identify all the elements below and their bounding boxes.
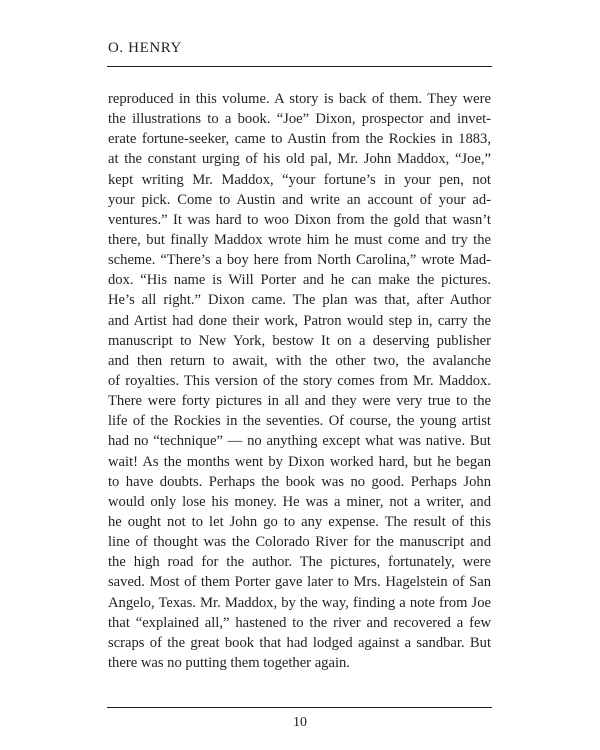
header-rule bbox=[107, 66, 492, 67]
text-line: and Artist had done their work, Patron would step in, carry the bbox=[108, 312, 491, 329]
text-line: kept writing Mr. Maddox, “your fortune’s in your pen, not bbox=[108, 171, 491, 188]
text-line: Angelo, Texas. Mr. Maddox, by the way, finding a note from Joe bbox=[108, 594, 491, 611]
text-line: reproduced in this volume. A story is back of them. They were bbox=[108, 91, 491, 107]
text-line: ventures.” It was hard to woo Dixon from the gold that wasn’t bbox=[108, 211, 491, 228]
text-line: and then return to await, with the other two, the avalanche bbox=[108, 352, 491, 369]
text-line: life of the Rockies in the seventies. Of course, the young artist bbox=[108, 413, 491, 430]
body-text bbox=[108, 89, 491, 673]
text-line: line of thought was the Colorado River for the manuscript and bbox=[108, 534, 491, 551]
text-line: scheme. “There’s a boy here from North Carolina,” wrote Mad- bbox=[108, 252, 491, 269]
text-line: the high road for the author. The pictures, fortunately, were bbox=[108, 554, 491, 571]
text-line: scraps of the great book that had lodged against a sandbar. But bbox=[108, 634, 491, 651]
text-line: wait! As the months went by Dixon worked hard, but he began bbox=[108, 453, 491, 470]
text-line: of royalties. This version of the story comes from Mr. Maddox. bbox=[108, 372, 491, 389]
footer-rule bbox=[107, 707, 492, 708]
text-line: saved. Most of them Porter gave later to Mrs. Hagelstein of San bbox=[108, 574, 491, 591]
text-line: erate fortune-seeker, came to Austin from the Rockies in 1883, bbox=[108, 131, 491, 148]
text-line: at the constant urging of his old pal, Mr. John Maddox, “Joe,” bbox=[108, 151, 491, 168]
text-line: had no “technique” — no anything except what was native. But bbox=[108, 433, 491, 450]
text-line: He’s all right.” Dixon came. The plan was that, after Author bbox=[108, 292, 491, 309]
running-head: O. HENRY bbox=[108, 40, 182, 56]
text-line: the illustrations to a book. “Joe” Dixon, prospector and invet- bbox=[108, 111, 491, 128]
text-line: there, but finally Maddox wrote him he must come and try the bbox=[108, 231, 491, 248]
text-line: would only lose his money. He was a miner, not a writer, and bbox=[108, 493, 491, 510]
text-line: dox. “His name is Will Porter and he can make the pictures. bbox=[108, 272, 491, 289]
text-line: manuscript to New York, bestow It on a deserving publisher bbox=[108, 332, 491, 349]
text-line: there was no putting them together again. bbox=[108, 654, 350, 671]
text-line: that “explained all,” hastened to the river and recovered a few bbox=[108, 614, 491, 631]
text-line: he ought not to let John go to any expense. The result of this bbox=[108, 513, 491, 530]
text-line: There were forty pictures in all and they were very true to the bbox=[108, 393, 491, 410]
page-number: 10 bbox=[293, 715, 307, 730]
text-line: your pick. Come to Austin and write an account of your ad- bbox=[108, 191, 491, 208]
text-line: to have doubts. Perhaps the book was no good. Perhaps John bbox=[108, 473, 491, 490]
